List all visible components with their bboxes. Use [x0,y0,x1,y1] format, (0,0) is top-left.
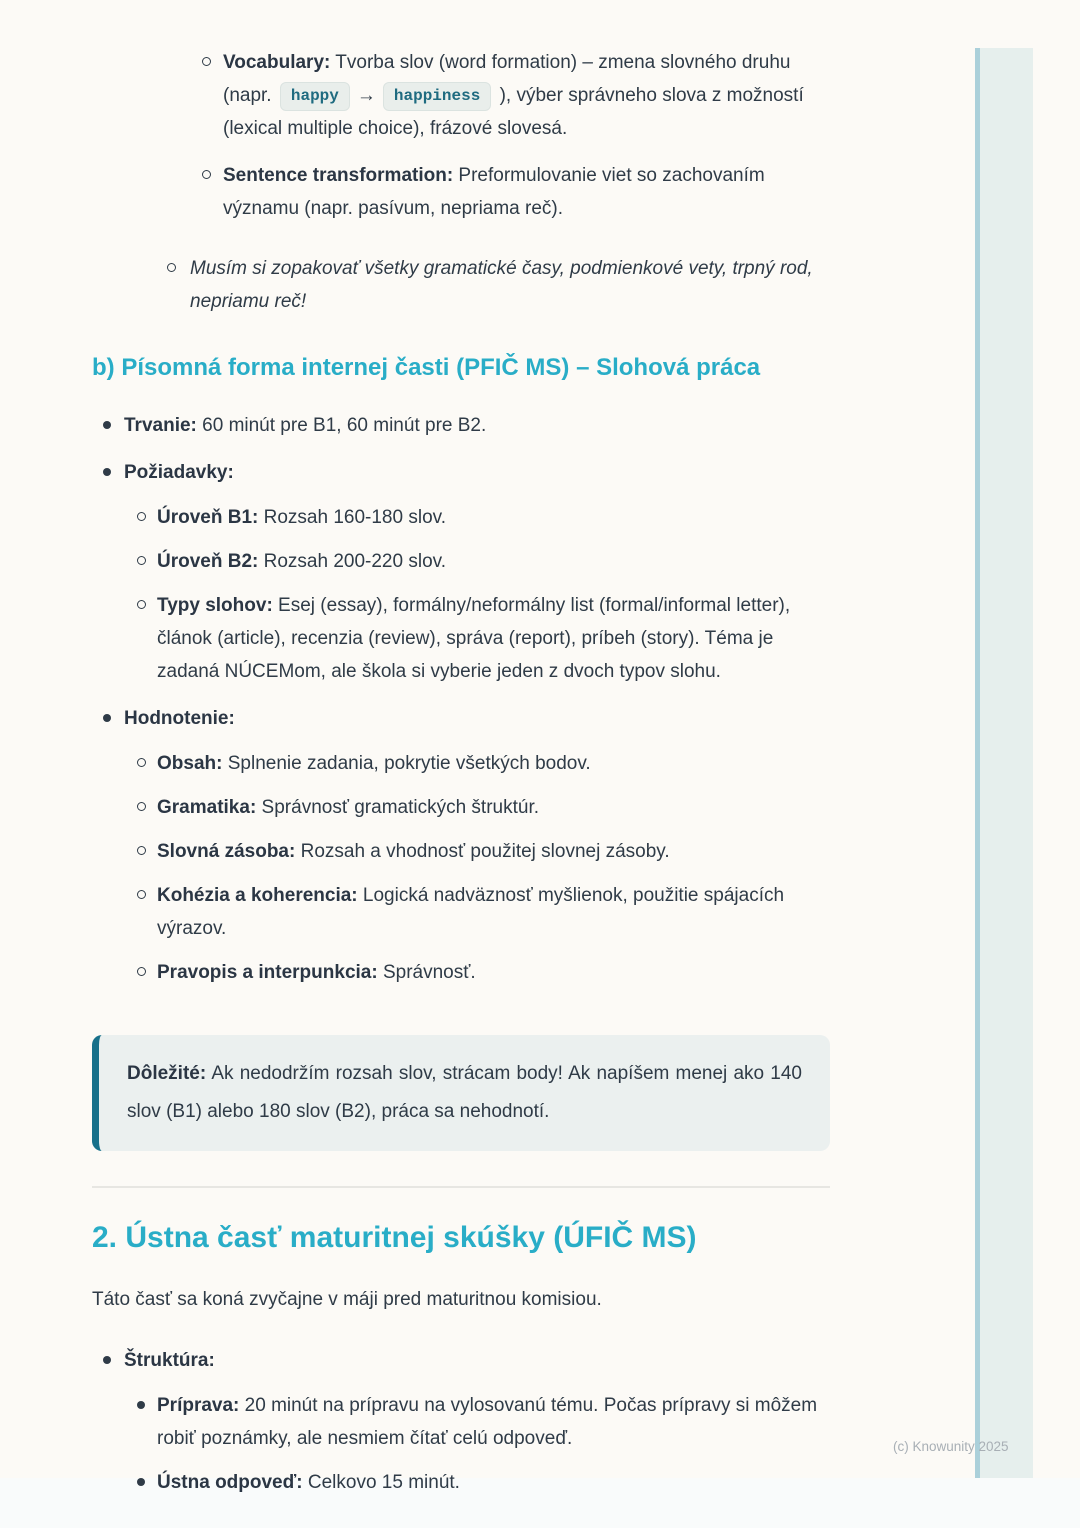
item-text: Tvorba slov (word formation) – zmena slovného druhu (napr. [223,52,791,106]
code-chip-happy: happy [280,82,350,111]
item-label: Vocabulary: [223,52,331,73]
item-text-wrap [157,797,539,818]
item-label: Úroveň B2: [157,551,259,572]
item-text: Splnenie zadania, pokrytie všetkých bodov. [222,753,591,774]
item-label: Ústna odpoveď: [157,1472,303,1493]
item-label: Trvanie: [124,415,197,436]
bullet-circle-icon [137,846,146,855]
item-text-wrap [157,885,784,939]
item-text: Logická nadväznosť myšlienok, použitie spájacích výrazov. [157,885,785,939]
exam-tasks-sublist [92,46,836,225]
list-item-uroven-b2 [157,545,836,578]
section-b-heading: b) Písomná forma internej časti (PFIČ MS) – Slohová práca [92,354,761,381]
section-2-heading: 2. Ústna časť maturitnej skúšky (ÚFIČ MS) [92,1221,697,1254]
item-text: Celkovo 15 minút. [302,1472,460,1493]
section-divider [92,1186,830,1188]
personal-note-text: Musím si zopakovať všetky gramatické časy, podmienkové vety, trpný rod, nepriamu reč! [190,258,813,312]
section-b-list [92,409,836,989]
list-item-ustna-odpoved [157,1466,836,1499]
item-text-wrap [124,415,486,436]
bullet-circle-icon [137,758,146,767]
list-item-typy-slohov [157,589,836,688]
personal-note-list [92,252,836,318]
arrow-right-icon: → [356,85,376,106]
item-text: 20 minút na prípravu na vylosovanú tému. Počas prípravy si môžem robiť poznámky, ale nesmiem čítať celú odpoveď. [157,1395,818,1449]
bullet-circle-icon [137,802,146,811]
bullet-circle-icon [202,57,211,66]
item-text-wrap [157,1395,817,1449]
item-text-wrap [157,507,446,528]
bullet-circle-icon [167,263,176,272]
hodnotenie-sublist [124,747,836,989]
item-text-wrap [157,595,790,682]
document-content [92,0,836,1513]
item-text-wrap [157,962,476,983]
list-item-slovna-zasoba [157,835,836,868]
item-label: Hodnotenie: [124,708,235,729]
bullet-circle-icon [202,170,211,179]
item-text: Rozsah 160-180 slov. [258,507,447,528]
item-label: Kohézia a koherencia: [157,885,358,906]
list-item-hodnotenie [124,702,836,989]
item-label: Gramatika: [157,797,257,818]
item-label: Príprava: [157,1395,240,1416]
callout-text: Ak nedodržím rozsah slov, strácam body! Ak napíšem menej ako 140 slov (B1) alebo 180 slov (B2), práca sa nehodnotí. [127,1063,802,1122]
section-2-intro: Táto časť sa koná zvyčajne v máji pred maturitnou komisiou. [92,1289,602,1310]
struktura-sublist [124,1389,836,1499]
list-item-personal-note [190,252,836,318]
page-side-strip [975,48,1033,1478]
bullet-dot-icon [103,468,111,476]
callout-label: Dôležité: [127,1063,207,1084]
bullet-dot-icon [103,1356,111,1364]
section-2-list [92,1344,836,1499]
item-text-wrap [157,1472,460,1493]
item-text-wrap [157,753,591,774]
bullet-circle-icon [137,890,146,899]
bullet-circle-icon [137,600,146,609]
item-text: Rozsah a vhodnosť použitej slovnej zásoby. [295,841,670,862]
item-text: Správnosť gramatických štruktúr. [256,797,540,818]
item-text-wrap [157,551,446,572]
item-text-wrap [223,165,765,219]
list-item-poziadavky [124,456,836,688]
item-text: ), výber správneho slova z možností (lexical multiple choice), frázové slovesá. [223,85,804,139]
bullet-dot-icon [137,1478,145,1486]
item-text: Preformulovanie viet so zachovaním významu (napr. pasívum, nepriama reč). [223,165,765,219]
item-label: Pravopis a interpunkcia: [157,962,378,983]
item-text: 60 minút pre B1, 60 minút pre B2. [196,415,487,436]
list-item-priprava [157,1389,836,1455]
item-text-wrap [124,708,235,729]
item-text-wrap [124,1350,215,1371]
poziadavky-sublist [124,501,836,688]
list-item-sentence-transformation [223,159,836,225]
copyright-watermark: (c) Knowunity 2025 [893,1439,1009,1454]
code-chip-happiness: happiness [383,82,491,111]
bullet-dot-icon [103,421,111,429]
item-text-wrap [157,841,670,862]
bullet-dot-icon [137,1401,145,1409]
item-label: Obsah: [157,753,223,774]
item-label: Štruktúra: [124,1350,215,1371]
list-item-trvanie [124,409,836,442]
item-label: Slovná zásoba: [157,841,296,862]
list-item-pravopis [157,956,836,989]
bullet-circle-icon [137,967,146,976]
bullet-circle-icon [137,512,146,521]
important-callout [92,1035,830,1151]
list-item-struktura [124,1344,836,1499]
item-text-wrap [223,52,804,139]
item-text-wrap [124,462,234,483]
item-text: Rozsah 200-220 slov. [258,551,447,572]
list-item-vocabulary [223,46,836,145]
item-label: Požiadavky: [124,462,234,483]
list-item-gramatika [157,791,836,824]
bullet-circle-icon [137,556,146,565]
bullet-dot-icon [103,714,111,722]
item-text: Esej (essay), formálny/neformálny list (formal/informal letter), článok (article), recenzia (review), správa (report), príbeh (story). Téma je zadaná NÚCEMom, ale škola si vyberie jeden z dvoch typov slohu. [157,595,791,682]
item-label: Úroveň B1: [157,507,259,528]
item-text: Správnosť. [377,962,476,983]
list-item-kohezia [157,879,836,945]
list-item-obsah [157,747,836,780]
item-label: Typy slohov: [157,595,273,616]
list-item-uroven-b1 [157,501,836,534]
item-label: Sentence transformation: [223,165,454,186]
